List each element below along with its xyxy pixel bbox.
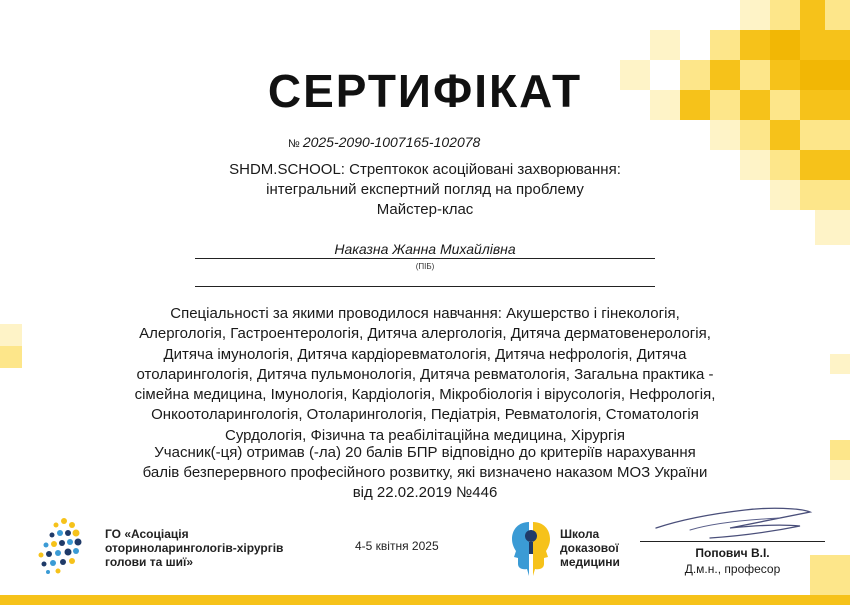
- association-name: [105, 527, 283, 569]
- association-name-line: ГО «Асоціація: [105, 527, 189, 541]
- certificate-number: [288, 134, 480, 150]
- association-logo-icon: [34, 515, 96, 577]
- course-format: Майстер-клас: [376, 201, 474, 218]
- school-name-line: медицини: [560, 555, 620, 569]
- cpd-line: балів безперервного професійного розвитку, які визначено наказом МОЗ України: [142, 464, 708, 481]
- specialities-line: сімейна медицина, Імунологія, Кардіологія, Мікробіологія і вірусологія, Нефрологія,: [134, 386, 716, 404]
- school-name-line: доказової: [560, 541, 619, 555]
- name-underline: [195, 258, 655, 259]
- divider-line: [195, 286, 655, 287]
- signer-name: Попович В.І.: [695, 546, 770, 560]
- event-dates: 4-5 квітня 2025: [355, 539, 439, 553]
- signer-title: Д.м.н., професор: [684, 562, 781, 576]
- course-title-line: інтегральний експертний погляд на проблему: [266, 181, 584, 198]
- specialities-line: Дитяча імунологія, Дитяча кардіоревматологія, Дитяча нефрологія, Дитяча: [163, 345, 687, 363]
- participant-name: Наказна Жанна Михайлівна: [334, 241, 516, 257]
- signature-icon: [650, 500, 820, 546]
- number-sign: №: [288, 138, 300, 150]
- cpd-line: від 22.02.2019 №446: [352, 484, 498, 501]
- signature-line: [640, 541, 825, 542]
- certificate-number-value: 2025-2090-1007165-102078: [302, 134, 481, 150]
- name-caption: (ПІБ): [415, 262, 435, 271]
- certificate-title: СЕРТИФІКАТ: [267, 65, 583, 117]
- cpd-points-statement: [70, 443, 780, 503]
- association-name-line: оториноларингологів-хірургів: [105, 541, 284, 555]
- bottom-accent-bar: [0, 595, 850, 605]
- specialities-line: Сурдологія, Фізична та реабілітаційна медицина, Хірургія: [225, 426, 625, 444]
- school-name: [560, 527, 620, 569]
- specialities-line: Онкоотоларингологія, Отоларингологія, Педіатрія, Ревматологія, Стоматологія: [151, 406, 699, 424]
- cpd-line: Учасник(-ця) отримав (-ла) 20 балів БПР відповідно до критеріїв нарахування: [154, 444, 696, 461]
- specialities-line: отоларингологія, Дитяча пульмонологія, Дитяча ревматологія, Загальна практика -: [136, 365, 714, 383]
- school-name-line: Школа: [560, 527, 600, 541]
- course-title: [0, 160, 850, 220]
- specialities-line: Спеціальності за якими проводилося навчання: Акушерство і гінекологія,: [170, 305, 680, 322]
- association-name-line: голови та шиї»: [105, 555, 194, 569]
- specialities-line: Алергологія, Гастроентерологія, Дитяча алергологія, Дитяча дерматовенерологія,: [139, 325, 711, 343]
- course-title-line: SHDM.SCHOOL: Стрептокок асоційовані захворювання:: [229, 161, 621, 178]
- specialities-text: [70, 304, 780, 446]
- school-logo-icon: [505, 516, 557, 578]
